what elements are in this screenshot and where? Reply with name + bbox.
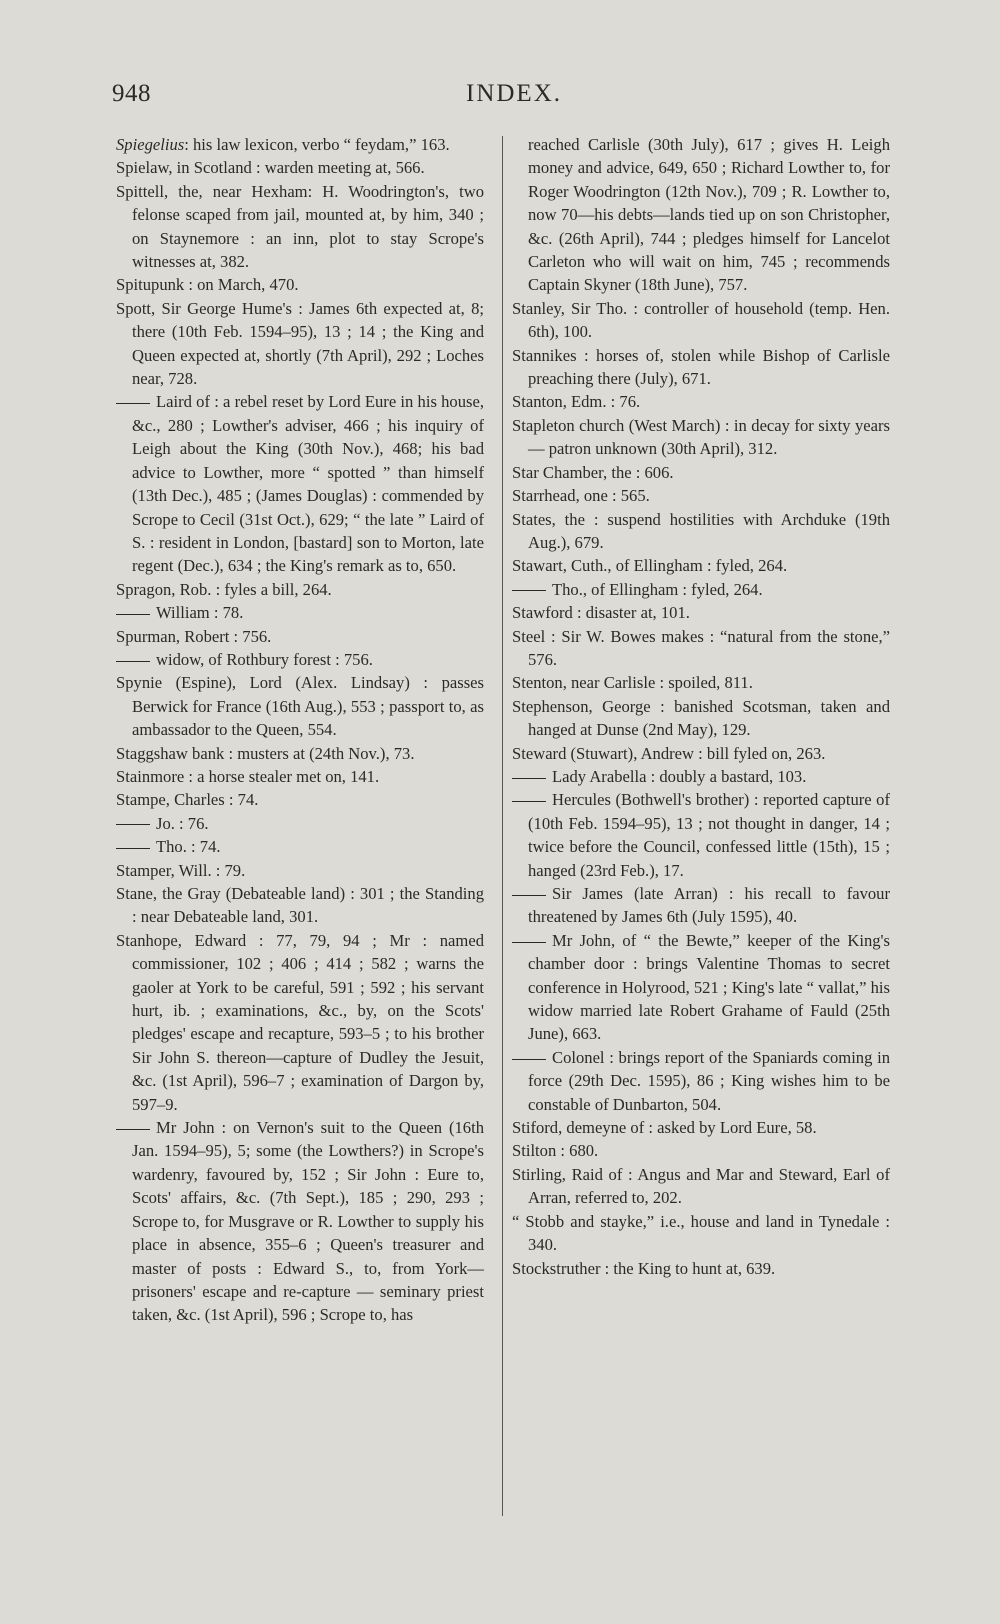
entry-text: Tho. : 74. [156,837,221,857]
index-entry [512,133,890,297]
entry-text: Spittell, the, near Hexham: H. Woodrington's, two felonse scaped from jail, mounted at, by him, 340 ; on Staynemore : an inn, plot to stay Scrope's witnesses at, 382. [116,181,484,272]
entry-text: Stawart, Cuth., of Ellingham : fyled, 264. [512,556,788,576]
entry-text: Spott, Sir George Hume's : James 6th expected at, 8; there (10th Feb. 1594–95), 13 ; 14 ; the King and Queen expected at, shortly (7th April), 292 ; Loches near, 728. [116,298,484,389]
entry-text: Jo. : 76. [156,813,209,833]
entry-heading: Spiegelius [116,135,185,154]
running-head: INDEX. [466,80,563,107]
ditto-dash [512,778,546,779]
entry-text: Stirling, Raid of : Angus and Mar and Steward, Earl of Arran, referred to, 202. [512,1164,890,1208]
index-entry [512,344,890,391]
ditto-dash [116,848,150,849]
entry-text: Laird of : a rebel reset by Lord Eure in his house, &c., 280 ; Lowther's adviser, 466 ; his inquiry of Leigh about the King (30th Nov.), 468; his bad advice to Lowther, more “ spotted ” than himself (13th Dec.), 485 ; (James Douglas) : commended by Scrope to Cecil (31st Oct.), 629; “ the late ” Laird of S. : resident in London, [bastard] son to Morton, late regent (Dec.), 634 ; the King's remark as to, 650. [132,392,484,576]
entry-text: Star Chamber, the : 606. [512,462,674,482]
entry-text: reached Carlisle (30th July), 617 ; gives H. Leigh money and advice, 649, 650 ; Richard Lowther to, for Roger Woodrington (12th Nov.), 709 ; R. Lowther to, now 70—his debts—lands tied up on son Christopher, &c. (26th April), 744 ; pledges himself for Lancelot Carleton who will wait on him, 745 ; recommends Captain Skyner (18th June), 757. [528,135,890,295]
entry-text: Stiford, demeyne of : asked by Lord Eure, 58. [512,1118,817,1138]
index-entry [116,133,484,156]
entry-text: Spynie (Espine), Lord (Alex. Lindsay) : passes Berwick for France (16th Aug.), 553 ; passport to, as ambassador to the Queen, 554. [116,673,484,740]
ditto-dash [512,590,546,591]
entry-text: Mr John : on Vernon's suit to the Queen (16th Jan. 1594–95), 5; some (the Lowthers?) in Scrope's wardenry, favoured by, 152 ; Sir John : Eure to, Scots' affairs, &c. (7th Sept.), 185 ; 290, 293 ; Scrope to, for Musgrave or R. Lowther to supply his place in absence, 355–6 ; Queen's treasurer and master of posts : Edward S., to, from York—prisoners' escape and re-capture — seminary priest taken, &c. (1st April), 596 ; Scrope to, has [132,1118,484,1325]
entry-text: Stanhope, Edward : 77, 79, 94 ; Mr : named commissioner, 102 ; 406 ; 414 ; 582 ; warns the gaoler at York to be careful, 591 ; 592 ; his servant hurt, ib. ; examinations, &c., by, on the Scots' pledges' escape and recapture, 593–5 ; to his brother Sir John S. thereon—capture of Dudley the Jesuit, &c. (1st April), 596–7 ; examination of Dargon by, 597–9. [116,930,484,1114]
entry-text: Stampe, Charles : 74. [116,790,259,810]
column-divider [502,136,503,1516]
entry-text: William : 78. [156,603,244,623]
index-entry [512,601,890,624]
ditto-dash [116,824,150,825]
index-entry [512,671,890,694]
entry-text: widow, of Rothbury forest : 756. [156,649,373,669]
index-entry [512,742,890,765]
ditto-dash [116,614,150,615]
index-subentry [116,1116,484,1327]
index-entry [116,273,484,296]
index-entry [512,508,890,555]
entry-text: Stanton, Edm. : 76. [512,392,641,412]
left-column [116,133,484,1327]
entry-text: Colonel : brings report of the Spaniards coming in force (29th Dec. 1595), 86 ; King wishes him to be constable of Dunbarton, 504. [528,1047,890,1114]
index-entry [116,742,484,765]
entry-text: Stane, the Gray (Debateable land) : 301 ; the Standing : near Debateable land, 301. [116,884,484,927]
entry-text: Stainmore : a horse stealer met on, 141. [116,766,380,786]
right-column [512,133,890,1280]
index-entry [512,695,890,742]
index-entry [512,1139,890,1162]
index-entry [512,484,890,507]
index-subentry [116,390,484,577]
entry-text: Stamper, Will. : 79. [116,860,246,880]
page-number: 948 [112,80,151,107]
index-entry [116,929,484,1116]
index-subentry [512,882,890,929]
entry-text: Sir James (late Arran) : his recall to favour threatened by James 6th (July 1595), 40. [528,884,890,927]
index-subentry [116,601,484,624]
index-entry [512,625,890,672]
index-entry [116,671,484,741]
ditto-dash [116,403,150,404]
entry-text: Spragon, Rob. : fyles a bill, 264. [116,579,332,599]
entry-text: : his law lexicon, verbo “ feydam,” 163. [184,135,450,154]
index-entry [116,882,484,929]
entry-text: Stephenson, George : banished Scotsman, taken and hanged at Dunse (2nd May), 129. [512,696,890,740]
index-entry [512,297,890,344]
ditto-dash [512,895,546,896]
index-entry [512,390,890,413]
index-entry [512,414,890,461]
entry-text: Hercules (Bothwell's brother) : reported capture of (10th Feb. 1594–95), 13 ; not thought in danger, 14 ; twice before the Council, confessed little (15th), 15 ; hanged (23rd Feb.), 17. [528,790,890,880]
index-subentry [512,765,890,788]
index-entry [116,578,484,601]
entry-text: Mr John, of “ the Bewte,” keeper of the King's chamber door : brings Valentine Thomas to secret conference in Holyrood, 521 ; King's late “ vallat,” his widow married late Robert Grahame of Fauld (25th June), 663. [528,930,890,1044]
index-entry [512,1257,890,1280]
entry-text: Steel : Sir W. Bowes makes : “natural from the stone,” 576. [512,626,890,669]
index-entry [116,788,484,811]
index-subentry [512,1046,890,1116]
ditto-dash [116,661,150,662]
entry-text: Stapleton church (West March) : in decay for sixty years — patron unknown (30th April), 312. [512,415,890,459]
index-subentry [512,929,890,1046]
entry-text: Spurman, Robert : 756. [116,626,272,646]
index-entry [116,180,484,274]
entry-text: Lady Arabella : doubly a bastard, 103. [552,766,807,786]
index-entry [116,156,484,179]
index-entry [512,1163,890,1210]
entry-text: Stockstruther : the King to hunt at, 639. [512,1258,776,1278]
index-entry [116,297,484,391]
ditto-dash [116,1129,150,1130]
entry-text: Spielaw, in Scotland : warden meeting at, 566. [116,158,425,178]
entry-text: Stilton : 680. [512,1141,599,1161]
entry-text: Stanley, Sir Tho. : controller of household (temp. Hen. 6th), 100. [512,298,890,342]
entry-text: Stannikes : horses of, stolen while Bishop of Carlisle preaching there (July), 671. [512,345,890,389]
index-subentry [116,812,484,835]
index-subentry [512,578,890,601]
entry-text: Spitupunk : on March, 470. [116,275,299,295]
index-entry [512,1116,890,1139]
index-entry [512,554,890,577]
entry-text: Staggshaw bank : musters at (24th Nov.), 73. [116,743,415,763]
index-entry [512,1210,890,1257]
entry-text: Tho., of Ellingham : fyled, 264. [552,579,763,599]
ditto-dash [512,801,546,802]
entry-text: Stawford : disaster at, 101. [512,603,690,623]
ditto-dash [512,1059,546,1060]
index-entry [116,765,484,788]
index-subentry [116,648,484,671]
index-subentry [116,835,484,858]
index-entry [116,625,484,648]
entry-text: “ Stobb and stayke,” i.e., house and land in Tynedale : 340. [512,1211,890,1255]
entry-text: Starrhead, one : 565. [512,486,650,506]
entry-text: States, the : suspend hostilities with Archduke (19th Aug.), 679. [512,509,890,552]
ditto-dash [512,942,546,943]
entry-text: Stenton, near Carlisle : spoiled, 811. [512,673,753,693]
entry-text: Steward (Stuwart), Andrew : bill fyled on, 263. [512,743,826,763]
index-entry [116,859,484,882]
index-subentry [512,788,890,882]
index-entry [512,461,890,484]
